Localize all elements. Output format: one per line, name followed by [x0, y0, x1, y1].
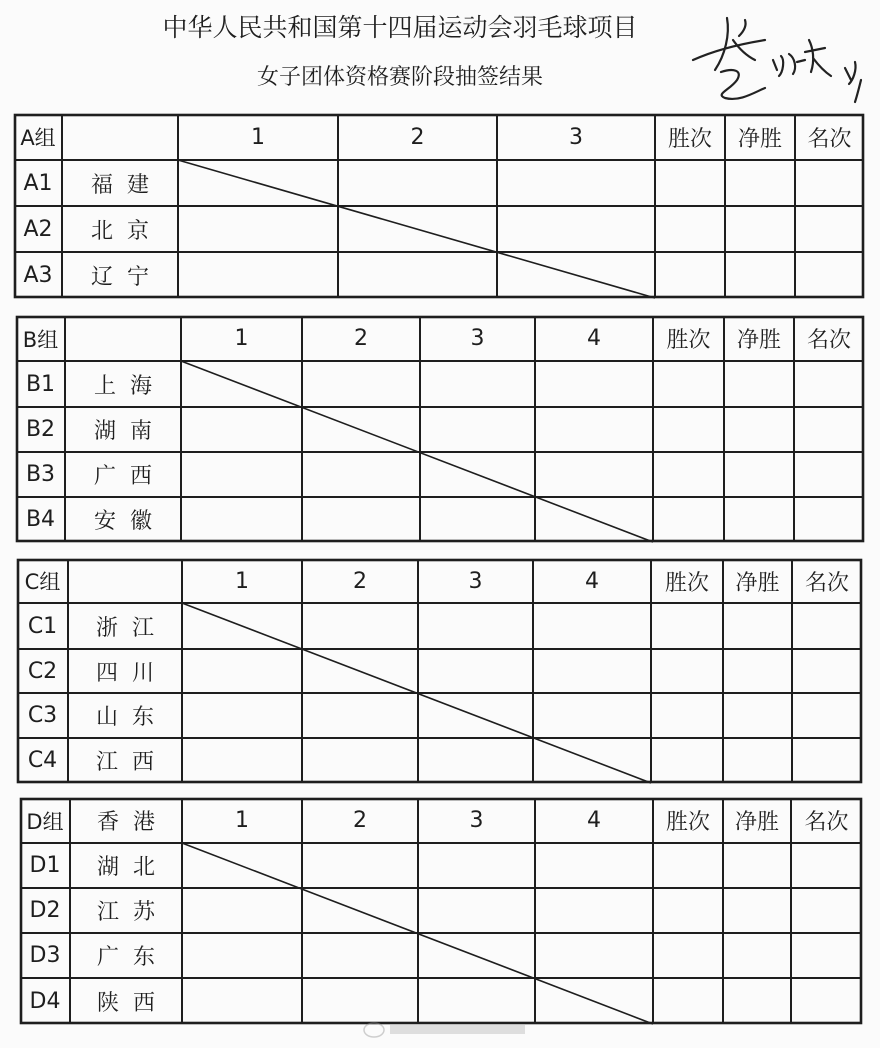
rank-header: 名次 [806, 328, 851, 353]
seed-label: C2 [27, 658, 58, 684]
group-d-table [20, 798, 862, 1024]
seed-label: B1 [25, 371, 56, 397]
title-line-1: 中华人民共和国第十四届运动会羽毛球项目 [162, 13, 638, 42]
group-a-table [14, 114, 864, 298]
team-name: 北京 [90, 218, 163, 244]
column-header: 3 [468, 568, 483, 594]
column-header: 1 [235, 568, 249, 594]
net-wins-header: 净胜 [734, 810, 779, 835]
column-header: 4 [587, 326, 601, 351]
team-name: 广西 [93, 464, 166, 489]
rank-header: 名次 [804, 570, 849, 596]
group-label: C组 [24, 570, 61, 594]
column-header: 1 [235, 808, 249, 833]
seed-label: D4 [29, 988, 61, 1014]
team-name: 湖南 [93, 419, 166, 444]
group-b-table [16, 316, 864, 542]
team-name: 上海 [93, 373, 166, 399]
column-header: 3 [469, 808, 484, 833]
team-name: 辽宁 [90, 264, 163, 290]
net-wins-header: 净胜 [737, 126, 782, 152]
seed-label: D2 [29, 898, 61, 923]
column-header: 3 [569, 124, 583, 150]
watermark-icon [362, 1016, 532, 1040]
seed-label: D3 [29, 943, 61, 968]
column-header: 2 [410, 124, 425, 150]
column-header: 1 [234, 326, 249, 351]
column-header: 2 [354, 326, 368, 351]
team-name: 江西 [95, 750, 168, 775]
wins-header: 胜次 [665, 810, 710, 835]
team-name: 山东 [95, 705, 168, 730]
title-line-2: 女子团体资格赛阶段抽签结果 [256, 65, 543, 90]
diagonal-line [178, 160, 655, 298]
signature-icon [685, 10, 875, 105]
column-header: 3 [470, 326, 485, 351]
group-label: B组 [22, 327, 59, 352]
seed-label: D1 [29, 853, 61, 878]
rank-header: 名次 [807, 126, 852, 152]
team-name: 浙江 [95, 615, 168, 641]
seed-label: C1 [27, 613, 58, 639]
seed-label: A3 [23, 262, 53, 288]
group-label: D组 [26, 809, 64, 834]
team-name: 四川 [95, 660, 168, 686]
seed-label: A2 [23, 216, 53, 242]
group-label: A组 [20, 126, 56, 150]
seed-label: C4 [27, 748, 58, 773]
net-wins-header: 净胜 [736, 328, 781, 353]
team-name: 安徽 [93, 509, 166, 534]
team-name: 江苏 [96, 900, 169, 925]
team-name: 湖北 [96, 855, 169, 880]
column-header: 1 [251, 124, 265, 150]
seed-label: A1 [23, 170, 53, 196]
wins-header: 胜次 [666, 328, 711, 353]
wins-header: 胜次 [667, 126, 712, 152]
wins-header: 胜次 [664, 570, 709, 596]
column-header: 4 [585, 568, 599, 594]
seed-label: B4 [25, 507, 56, 532]
net-wins-header: 净胜 [735, 570, 780, 596]
seed-label: C3 [27, 703, 58, 728]
team-name: 广东 [96, 945, 169, 970]
seed-label: B3 [25, 462, 56, 487]
column-header: 4 [587, 808, 601, 833]
column-header: 2 [353, 568, 367, 594]
header-team-name: 香港 [96, 810, 169, 835]
column-header: 2 [353, 808, 367, 833]
group-c-table [17, 559, 862, 783]
seed-label: B2 [25, 417, 56, 442]
team-name: 福建 [90, 172, 163, 198]
team-name: 陕西 [96, 990, 169, 1016]
rank-header: 名次 [804, 810, 849, 835]
